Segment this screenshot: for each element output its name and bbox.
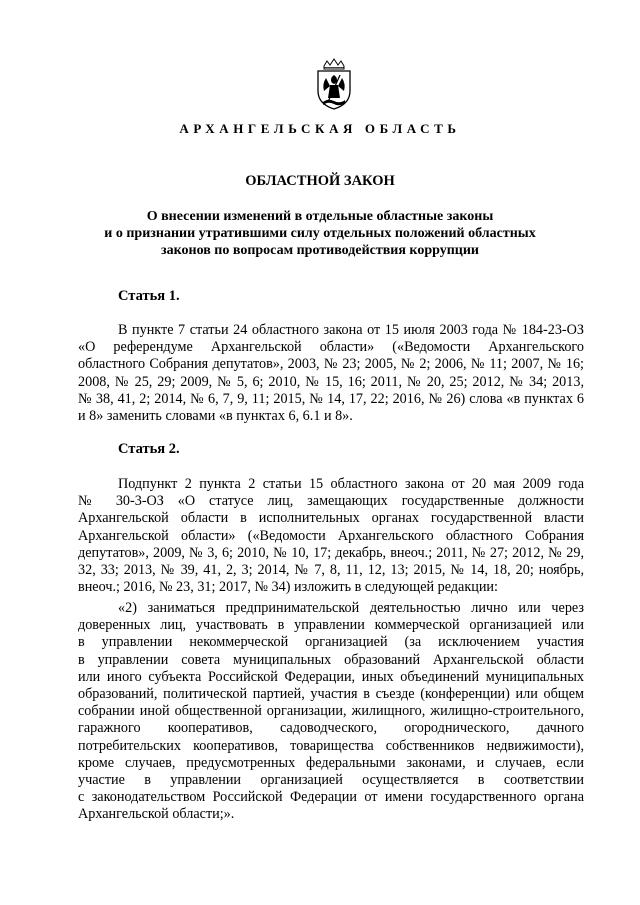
text-line: потребительских кооперативов, товарищества собственников недвижимости),	[78, 737, 584, 754]
law-title-line: и о признании утратившими силу отдельных положений областных	[104, 226, 536, 241]
law-type-heading: ОБЛАСТНОЙ ЗАКОН	[245, 173, 395, 189]
text-line: «2) заниматься предпринимательской деятельностью лично или через	[118, 600, 584, 616]
coat-of-arms-icon	[314, 58, 354, 110]
text-line: кроме случаев, предусмотренных федеральными законами, и случаев, если	[78, 754, 584, 771]
region-name: АРХАНГЕЛЬСКАЯ ОБЛАСТЬ	[179, 121, 461, 136]
text-line: депутатов», 2009, № 3, 6; 2010, № 10, 17; декабрь, внеоч.; 2011, № 27; 2012, № 29,	[78, 544, 584, 561]
article-2-paragraph	[78, 476, 584, 596]
text-line: Архангельской области в исполнительных органах государственной власти	[78, 510, 584, 527]
article-2-heading: Статья 2.	[118, 441, 180, 457]
text-line: собрании иной общественной организации, жилищного, жилищно-строительного,	[78, 703, 584, 720]
law-title-line: законов по вопросам противодействия коррупции	[161, 243, 479, 258]
text-line: Архангельской области;».	[78, 806, 235, 823]
law-title-line: О внесении изменений в отдельные областные законы	[146, 209, 494, 224]
text-line: 2008, № 25, 29; 2009, № 5, 6; 2010, № 15, 16; 2011, № 20, 25; 2012, № 34; 2013,	[78, 373, 584, 390]
text-line: в управлении некоммерческой организацией (за исключением участия	[78, 634, 584, 651]
text-line: и 8» заменить словами «в пунктах 6, 6.1 и 8».	[78, 408, 353, 425]
text-line: участие в управлении организацией осуществляется в соответствии	[78, 772, 584, 789]
text-line: «О референдуме Архангельской области» («Ведомости Архангельского	[78, 339, 584, 356]
text-line: доверенных лиц, участвовать в управлении коммерческой организацией или	[78, 617, 584, 634]
text-line: областного Собрания депутатов», 2003, № 23; 2005, № 2; 2006, № 11; 2007, № 16;	[78, 356, 584, 373]
text-line: № 30-3-ОЗ «О статусе лиц, замещающих государственные должности	[78, 493, 584, 510]
text-line: В пункте 7 статьи 24 областного закона от 15 июля 2003 года № 184-23-ОЗ	[118, 322, 584, 338]
text-line: в управлении совета муниципальных образований Архангельской области	[78, 651, 584, 668]
text-line: образований, политической партией, участия в съезде (конференции) или общем	[78, 686, 584, 703]
article-1-heading: Статья 1.	[118, 288, 180, 304]
text-line: или иного субъекта Российской Федерации, иных объединений муниципальных	[78, 668, 584, 685]
text-line: 32, 33; 2013, № 39, 41, 2, 3; 2014, № 7, 8, 11, 12, 13; 2015, № 14, 18, 20; ноябрь,	[78, 562, 584, 579]
law-title	[70, 208, 570, 259]
text-line: гаражного кооперативов, садоводческого, огороднического, дачного	[78, 720, 584, 737]
text-line: Подпункт 2 пункта 2 статьи 15 областного закона от 20 мая 2009 года	[118, 476, 584, 492]
text-line: № 38, 41, 2; 2014, № 6, 7, 9, 11; 2015, № 14, 17, 22; 2016, № 26) слова «в пунктах 6	[78, 390, 584, 407]
text-line: с законодательством Российской Федерации от имени государственного органа	[78, 789, 584, 806]
text-line: внеоч.; 2016, № 23, 31; 2017, № 34) изложить в следующей редакции:	[78, 579, 498, 596]
article-1-paragraph	[78, 322, 584, 425]
text-line: Архангельской области» («Ведомости Архангельского областного Собрания	[78, 527, 584, 544]
article-2-quoted-subparagraph	[78, 600, 584, 824]
